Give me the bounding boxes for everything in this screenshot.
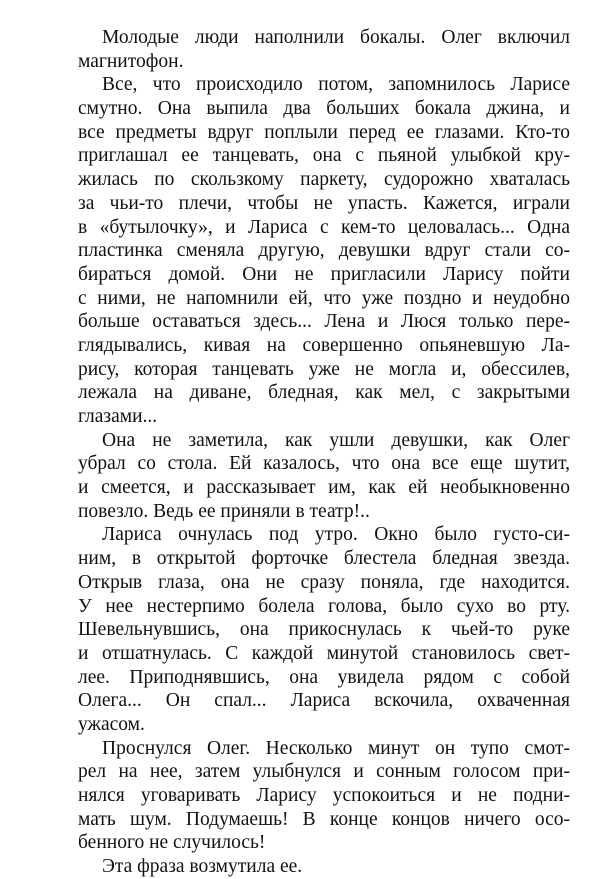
text-line: Шевельнувшись, она прикоснулась к чьей-то руке [78, 619, 570, 641]
text-line: бенного не случилось! [78, 832, 266, 854]
text-line: жилась по скользкому паркету, судорожно хваталась [78, 169, 570, 191]
text-line: нялся уговаривать Ларису успокоиться и не подни- [78, 785, 570, 806]
text-line: Лариса очнулась под утро. Окно было густо-си- [102, 524, 570, 546]
text-line: Молодые люди наполнили бокалы. Олег включил [102, 27, 570, 48]
paragraph-6 [78, 855, 570, 879]
text-line: с ними, не напомнили ей, что уже поздно и неудобно [78, 287, 570, 309]
text-line: Эта фраза возмутила ее. [102, 856, 303, 878]
text-line: У нее нестерпимо болела голова, было сухо во рту. [78, 595, 570, 617]
text-line: ним, в открытой форточке блестела бледная звезда. [78, 548, 570, 570]
text-line: Все, что происходило потом, запомнилось Ларисе [102, 74, 570, 96]
text-line: смутно. Она выпила два больших бокала джина, и [78, 98, 570, 120]
text-line: магнитофон. [78, 50, 184, 72]
text-line: Олега... Он спал... Лариса вскочила, охваченная [78, 690, 570, 712]
text-line: и смеется, и рассказывает им, как ей необыкновенно [78, 477, 570, 499]
paragraph-3 [78, 429, 570, 524]
text-line: бираться домой. Они не пригласили Ларису пойти [78, 263, 570, 285]
text-line: рису, которая танцевать уже не могла и, обессилев, [78, 358, 570, 380]
paragraph-5 [78, 737, 570, 855]
text-line: ужасом. [78, 713, 145, 735]
text-line: за чьи-то плечи, чтобы не упасть. Кажется, играли [78, 192, 570, 214]
text-line: все предметы вдруг поплыли перед ее глазами. Кто-то [78, 121, 570, 143]
text-line: пластинка сменяла другую, девушки вдруг стали со- [78, 240, 570, 262]
paragraph-2 [78, 73, 570, 428]
text-line: Открыв глаза, она не сразу поняла, где находится. [78, 571, 570, 593]
text-line: глазами... [78, 406, 158, 427]
text-line: в «бутылочку», и Лариса с кем-то целовалась... Одна [78, 216, 570, 238]
paragraph-1 [78, 26, 570, 73]
paragraph-4 [78, 523, 570, 736]
text-line: глядывались, кивая на совершенно опьяневшую Ла- [78, 334, 570, 356]
text-line: и отшатнулась. С каждой минутой становилось свет- [78, 642, 570, 664]
text-line: рел на нее, затем улыбнулся и сонным голосом при- [78, 761, 570, 783]
text-line: повезло. Ведь ее приняли в театр!.. [78, 500, 370, 522]
text-line: больше оставаться здесь... Лена и Люся только пере- [78, 311, 570, 333]
text-line: приглашал ее танцевать, она с пьяной улыбкой кру- [78, 145, 570, 167]
text-line: мать шум. Подумаешь! В конце концов ничего осо- [78, 808, 570, 830]
text-line: убрал со стола. Ей казалось, что она все еще шутит, [78, 453, 570, 475]
text-line: лежала на диване, бледная, как мел, с закрытыми [78, 382, 570, 404]
text-line: Проснулся Олег. Несколько минут он тупо смот- [102, 737, 570, 759]
text-line: лее. Приподнявшись, она увидела рядом с собой [78, 666, 570, 688]
book-page [78, 26, 570, 879]
text-line: Она не заметила, как ушли девушки, как Олег [102, 429, 570, 451]
